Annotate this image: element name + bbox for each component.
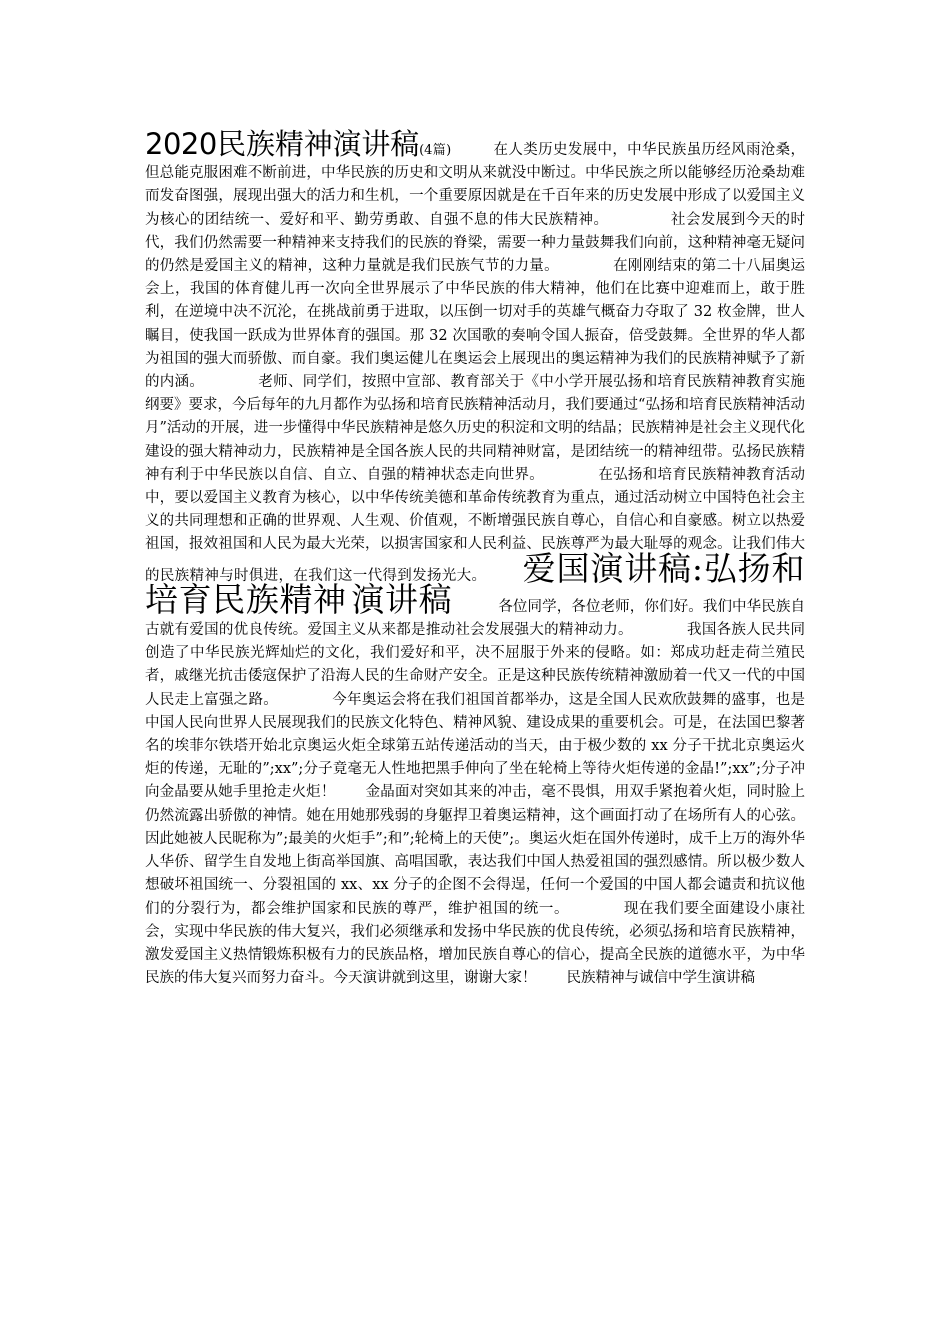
paragraph: 社会发展到今天的时代，我们仍然需要一种精神来支持我们的民族的脊梁，需要一种力量鼓舞我们向前，这种精神毫无疑问的仍然是爱国主义的精神，这种力量就是我们民族气节的力量。 [145,211,806,275]
document-title-note: (4篇) [419,143,452,158]
document-title: 2020民族精神演讲稿 [145,127,420,161]
paragraph: 现在我们要全面建设小康社会，实现中华民族的伟大复兴，我们必须继承和发扬中华民族的优良传统，必须弘扬和培育民族精神，激发爱国主义热情锻炼积极有力的民族品格，增加民族自尊心的信心，提高全民族的道德水平，为中华民族的伟大复兴而努力奋斗。今天演讲就到这里，谢谢大家！ [145,900,806,987]
next-title: 民族精神与诚信中学生演讲稿 [566,970,755,987]
paragraph: 金晶面对突如其来的冲击，毫不畏惧，用双手紧抱着火炬，同时脸上仍然流露出骄傲的神情。她在用她那残弱的身躯捍卫着奥运精神，这个画面打动了在场所有人的心弦。因此她被人民昵称为”;最美的火炬手”;和”;轮椅上的天使”;。奥运火炬在国外传递时，成千上万的海外华人华侨、留学生自发地上街高举国旗、高唱国歌，表达我们中国人热爱祖国的强烈感情。所以极少数人想破坏祖国统一、分裂祖国的 xx、xx 分子的企图不会得逞，任何一个爱国的中国人都会谴责和抗议他们的分裂行为，都会维护国家和民族的尊严，维护祖国的统一。 [145,784,806,917]
document-body [145,127,806,990]
section-heading-cont: 演讲稿 [351,579,453,619]
paragraph: 在刚刚结束的第二十八届奥运会上，我国的体育健儿再一次向全世界展示了中华民族的伟大精神，他们在比赛中迎难而上，敢于胜利，在逆境中决不沉沦，在挑战前勇于进取，以压倒一切对手的英雄气概奋力夺取了 32 枚金牌，世人瞩目，使我国一跃成为世界体育的强国。那 32 次国歌的奏响令国人振奋，倍受鼓舞。全世界的华人都为祖国的强大而骄傲、而自豪。我们奥运健儿在奥运会上展现出的奥运精神为我们的民族精神赋予了新的内涵。 [145,258,806,391]
section-heading: 爱国演讲稿:弘扬和培育民族精神 [145,548,806,619]
paragraph: 各位同学，各位老师，你们好。我们中华民族自古就有爱国的优良传统。爱国主义从来都是推动社会发展强大的精神动力。 [145,598,805,639]
paragraph: 老师、同学们，按照中宣部、教育部关于《中小学开展弘扬和培育民族精神教育实施纲要》要求，今后每年的九月都作为弘扬和培育民族精神活动月，我们要通过“弘扬和培育民族精神活动月”活动的开展，进一步懂得中华民族精神是悠久历史的积淀和文明的结晶；民族精神是社会主义现代化建设的强大精神动力，民族精神是全国各族人民的共同精神财富，是团结统一的精神纽带。弘扬民族精神有利于中华民族以自信、自立、自强的精神状态走向世界。 [145,374,805,483]
paragraph: 今年奥运会将在我们祖国首都举办，这是全国人民欢欣鼓舞的盛事，也是中国人民向世界人民展现我们的民族文化特色、精神风貌、建设成果的重要机会。可是，在法国巴黎著名的埃菲尔铁塔开始北京奥运火炬全球第五站传递活动的当天，由于极少数的 xx 分子干扰北京奥运火炬的传递，无耻的”;xx”;分子竟毫无人性地把黑手伸向了坐在轮椅上等待火炬传递的金晶!”;xx”;分子冲向金晶要从她手里抢走火炬！ [145,691,806,801]
paragraph: 在人类历史发展中，中华民族虽历经风雨沧桑，但总能克服困难不断前进，中华民族的历史和文明从来就没中断过。中华民族之所以能够经历沧桑劫难而发奋图强，展现出强大的活力和生机，一个重要原因就是在千百年来的历史发展中形成了以爱国主义为核心的团结统一、爱好和平、勤劳勇敢、自强不息的伟大民族精神。 [145,142,805,228]
paragraph: 我国各族人民共同创造了中华民族光辉灿烂的文化，我们爱好和平，决不屈服于外来的侵略。如：郑成功赶走荷兰殖民者，戚继光抗击倭寇保护了沿海人民的生命财产安全。正是这种民族传统精神激励着一代又一代的中国人民走上富强之路。 [145,622,806,708]
paragraph: 在弘扬和培育民族精神教育活动中，要以爱国主义教育为核心，以中华传统美德和革命传统教育为重点，通过活动树立中国特色社会主义的共同理想和正确的世界观、人生观、价值观，不断增强民族自尊心，自信心和自豪感。树立以热爱祖国，报效祖国和人民为最大光荣，以损害国家和人民利益、民族尊严为最大耻辱的观念。让我们伟大的民族精神与时俱进，在我们这一代得到发扬光大。 [145,466,806,584]
